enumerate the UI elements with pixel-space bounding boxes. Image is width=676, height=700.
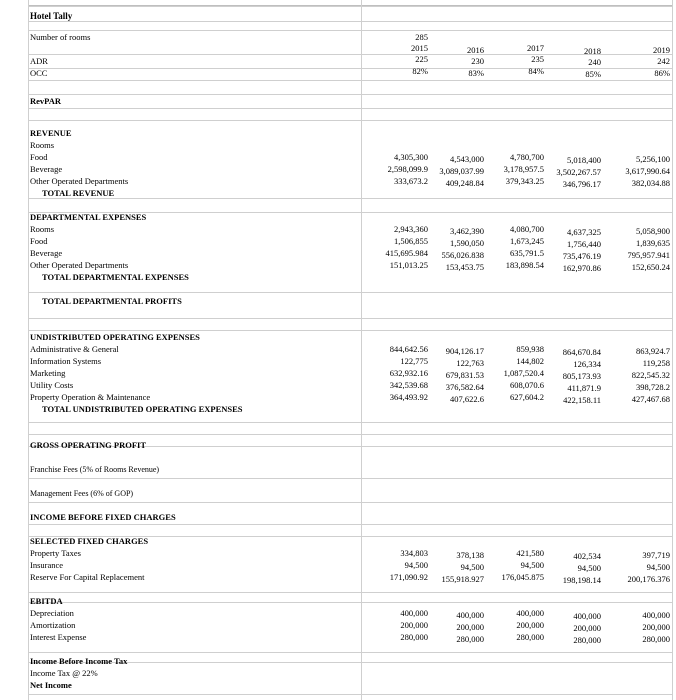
undistributed-value[interactable]: 608,070.6 [510,380,544,390]
undistributed-value[interactable]: 863,924.7 [636,346,670,356]
revenue-value[interactable]: 3,502,267.57 [556,167,601,177]
col-line [672,0,673,700]
revenue-heading[interactable]: REVENUE [30,128,72,138]
occ-value[interactable]: 83% [468,68,484,78]
revenue-value[interactable]: 346,796.17 [562,179,601,189]
fixed-charges-value[interactable]: 94,500 [404,560,428,570]
row-line [28,94,672,95]
undistributed-row-label[interactable]: Marketing [30,368,66,378]
ebitda-heading[interactable]: EBITDA [30,596,63,606]
ebitda-value[interactable]: 280,000 [456,634,484,644]
revenue-value[interactable]: 3,089,037.99 [439,166,484,176]
dept-value[interactable]: 1,506,855 [394,236,428,246]
undistributed-value[interactable]: 422,158.11 [563,395,601,405]
undistributed-value[interactable]: 805,173.93 [562,371,601,381]
fixed-charges-heading[interactable]: SELECTED FIXED CHARGES [30,536,149,546]
ebitda-row-label[interactable]: Amortization [30,620,76,630]
franchise-fees-label[interactable]: Franchise Fees (5% of Rooms Revenue) [30,465,160,474]
dept-value[interactable]: 735,476.19 [562,251,601,261]
dept-value[interactable]: 1,839,635 [636,238,670,248]
undistributed-value[interactable]: 407,622.6 [450,394,484,404]
adr-value[interactable]: 240 [588,57,601,67]
income-before-tax-label[interactable]: Income Before Income Tax [30,656,128,666]
ebitda-value[interactable]: 400,000 [400,608,428,618]
fixed-charges-row-label[interactable]: Property Taxes [30,548,81,558]
ebitda-value[interactable]: 200,000 [573,623,601,633]
management-fees-label[interactable]: Management Fees (6% of GOP) [30,489,134,498]
year-header[interactable]: 2018 [584,46,601,56]
undistributed-value[interactable]: 1,087,520.4 [503,368,544,378]
undistributed-value[interactable]: 376,582.64 [445,382,484,392]
year-header[interactable]: 2016 [467,45,484,55]
dept-value[interactable]: 1,673,245 [510,236,544,246]
undistributed-value[interactable]: 427,467.68 [631,394,670,404]
fixed-charges-value[interactable]: 155,918.927 [441,574,484,584]
dept-heading[interactable]: DEPARTMENTAL EXPENSES [30,212,147,222]
undistributed-value[interactable]: 122,775 [400,356,428,366]
dept-value[interactable]: 183,898.54 [505,260,544,270]
total-dept-expenses-label[interactable]: TOTAL DEPARTMENTAL EXPENSES [42,272,189,282]
dept-value[interactable]: 415,695.984 [385,248,428,258]
col-line [28,0,29,700]
dept-value[interactable]: 162,970.86 [562,263,601,273]
undistributed-value[interactable]: 822,545.32 [631,370,670,380]
undistributed-value[interactable]: 364,493.92 [389,392,428,402]
revenue-value[interactable]: 382,034.88 [631,178,670,188]
fixed-charges-value[interactable]: 200,176.376 [627,574,670,584]
revenue-value[interactable]: 5,256,100 [636,154,670,164]
fixed-charges-value[interactable]: 198,198.14 [562,575,601,585]
undistributed-value[interactable]: 632,932.16 [389,368,428,378]
undistributed-value[interactable]: 119,258 [642,358,670,368]
row-line [28,292,672,293]
adr-value[interactable]: 235 [531,54,544,64]
row-line [28,602,672,603]
revenue-value[interactable]: 4,543,000 [450,154,484,164]
ebitda-value[interactable]: 280,000 [400,632,428,642]
ebitda-value[interactable]: 400,000 [456,610,484,620]
undistributed-heading[interactable]: UNDISTRIBUTED OPERATING EXPENSES [30,332,200,342]
undistributed-value[interactable]: 342,539.68 [389,380,428,390]
revenue-value[interactable]: 3,617,990.64 [625,166,670,176]
row-line [28,694,672,695]
ebitda-value[interactable]: 280,000 [642,634,670,644]
fixed-charges-value[interactable]: 94,500 [646,562,670,572]
adr-value[interactable]: 230 [471,56,484,66]
ebitda-value[interactable]: 400,000 [573,611,601,621]
dept-value[interactable]: 4,080,700 [510,224,544,234]
revenue-value[interactable]: 409,248.84 [445,178,484,188]
total-undistributed-label[interactable]: TOTAL UNDISTRIBUTED OPERATING EXPENSES [42,404,243,414]
dept-value[interactable]: 1,756,440 [567,239,601,249]
ebitda-value[interactable]: 200,000 [456,622,484,632]
total-dept-profits-label[interactable]: TOTAL DEPARTMENTAL PROFITS [42,296,182,306]
rooms-value[interactable]: 285 [415,32,428,42]
dept-value[interactable]: 153,453.75 [445,262,484,272]
revenue-value[interactable]: 4,780,700 [510,152,544,162]
year-header[interactable]: 2019 [653,45,670,55]
fixed-charges-value[interactable]: 94,500 [460,562,484,572]
revenue-value[interactable]: 5,018,400 [567,155,601,165]
row-line [28,80,672,81]
row-line [28,422,672,423]
undistributed-row-label[interactable]: Utility Costs [30,380,74,390]
income-before-fixed-charges-label[interactable]: INCOME BEFORE FIXED CHARGES [30,512,176,522]
undistributed-row-label[interactable]: Information Systems [30,356,102,366]
occ-label[interactable]: OCC [30,68,48,78]
adr-value[interactable]: 225 [415,54,428,64]
occ-value[interactable]: 86% [654,68,670,78]
dept-value[interactable]: 3,462,390 [450,226,484,236]
dept-row-label[interactable]: Other Operated Departments [30,260,129,270]
dept-row-label[interactable]: Beverage [30,248,63,258]
undistributed-value[interactable]: 904,126.17 [445,346,484,356]
undistributed-value[interactable]: 679,831.53 [445,370,484,380]
revenue-value[interactable]: 379,343.25 [505,176,544,186]
undistributed-row-label[interactable]: Administrative & General [30,344,119,354]
row-line [28,108,672,109]
dept-value[interactable]: 1,590,050 [450,238,484,248]
fixed-charges-row-label[interactable]: Reserve For Capital Replacement [30,572,145,582]
row-line [28,330,672,331]
revenue-value[interactable]: 333,673.2 [394,176,428,186]
ebitda-value[interactable]: 200,000 [400,620,428,630]
ebitda-value[interactable]: 200,000 [516,620,544,630]
fixed-charges-value[interactable]: 378,138 [456,550,484,560]
row-line [28,198,672,199]
revenue-value[interactable]: 4,305,300 [394,152,428,162]
year-header[interactable]: 2017 [527,43,544,53]
row-line [28,30,672,31]
dept-value[interactable]: 4,637,325 [567,227,601,237]
gop-label[interactable]: GROSS OPERATING PROFIT [30,440,147,450]
dept-row-label[interactable]: Rooms [30,224,55,234]
ebitda-value[interactable]: 200,000 [642,622,670,632]
row-line [28,524,672,525]
fixed-charges-value[interactable]: 94,500 [577,563,601,573]
row-line [28,434,672,435]
fixed-charges-value[interactable]: 397,719 [642,550,670,560]
revpar-label[interactable]: RevPAR [30,96,61,106]
number-of-rooms-label[interactable]: Number of rooms [30,32,91,42]
undistributed-value[interactable]: 398,728.2 [636,382,670,392]
revenue-row-label[interactable]: Beverage [30,164,63,174]
undistributed-value[interactable]: 844,642.56 [389,344,428,354]
row-line [28,502,672,503]
dept-value[interactable]: 5,058,900 [636,226,670,236]
revenue-value[interactable]: 3,178,957.5 [503,164,544,174]
year-header[interactable]: 2015 [411,43,428,53]
ebitda-value[interactable]: 280,000 [573,635,601,645]
ebitda-value[interactable]: 400,000 [642,610,670,620]
fixed-charges-value[interactable]: 334,803 [400,548,428,558]
dept-row-label[interactable]: Food [30,236,48,246]
fixed-charges-value[interactable]: 94,500 [520,560,544,570]
dept-value[interactable]: 635,791.5 [510,248,544,258]
row-line [28,120,672,121]
row-line [28,478,672,479]
fixed-charges-value[interactable]: 171,090.92 [389,572,428,582]
row-line [28,592,672,593]
ebitda-value[interactable]: 280,000 [516,632,544,642]
fixed-charges-value[interactable]: 421,580 [516,548,544,558]
income-tax-label[interactable]: Income Tax @ 22% [30,668,98,678]
undistributed-value[interactable]: 411,871.9 [567,383,601,393]
ebitda-row-label[interactable]: Interest Expense [30,632,87,642]
total-revenue-label[interactable]: TOTAL REVENUE [42,188,115,198]
undistributed-row-label[interactable]: Property Operation & Maintenance [30,392,151,402]
revenue-row-label[interactable]: Rooms [30,140,55,150]
fixed-charges-row-label[interactable]: Insurance [30,560,64,570]
undistributed-value[interactable]: 126,334 [573,359,601,369]
row-line [28,652,672,653]
adr-label[interactable]: ADR [30,56,48,66]
revenue-row-label[interactable]: Other Operated Departments [30,176,129,186]
undistributed-value[interactable]: 859,938 [516,344,544,354]
undistributed-value[interactable]: 122,763 [456,358,484,368]
row-line [28,21,672,22]
ebitda-value[interactable]: 400,000 [516,608,544,618]
dept-value[interactable]: 556,026.838 [441,250,484,260]
undistributed-value[interactable]: 144,802 [516,356,544,366]
adr-value[interactable]: 242 [657,56,670,66]
dept-value[interactable]: 2,943,360 [394,224,428,234]
dept-value[interactable]: 152,650.24 [631,262,670,272]
undistributed-value[interactable]: 864,670.84 [562,347,601,357]
fixed-charges-value[interactable]: 402,534 [573,551,601,561]
occ-value[interactable]: 82% [412,66,428,76]
revenue-row-label[interactable]: Food [30,152,48,162]
net-income-label[interactable]: Net Income [30,680,72,690]
revenue-value[interactable]: 2,598,099.9 [387,164,428,174]
row-line [28,6,672,7]
sheet-title: Hotel Tally [30,11,73,21]
occ-value[interactable]: 84% [528,66,544,76]
fixed-charges-value[interactable]: 176,045.875 [501,572,544,582]
undistributed-value[interactable]: 627,604.2 [510,392,544,402]
row-line [28,318,672,319]
dept-value[interactable]: 795,957.941 [627,250,670,260]
dept-value[interactable]: 151,013.25 [389,260,428,270]
ebitda-row-label[interactable]: Depreciation [30,608,74,618]
occ-value[interactable]: 85% [585,69,601,79]
